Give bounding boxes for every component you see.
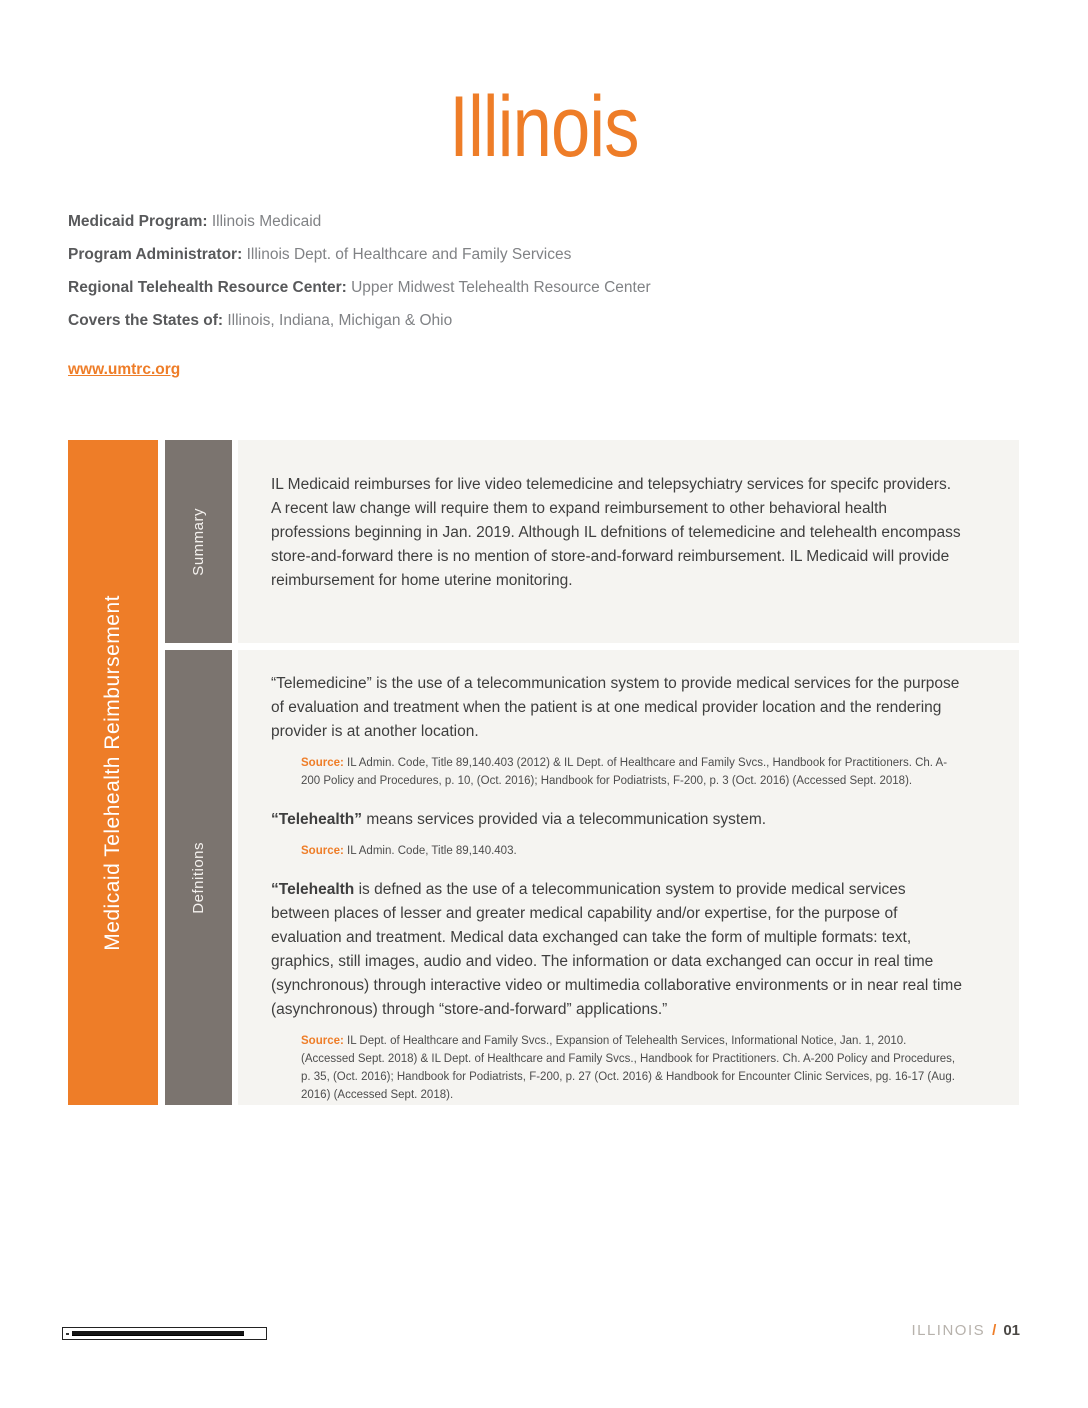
footnote-illegible-link[interactable] bbox=[72, 1331, 244, 1336]
source-text: IL Admin. Code, Title 89,140.403. bbox=[347, 845, 517, 857]
category-sidebar-label: Medicaid Telehealth Reimbursement bbox=[101, 594, 124, 951]
source-citation bbox=[301, 1032, 963, 1104]
source-label: Source: bbox=[301, 757, 344, 769]
source-label: Source: bbox=[301, 845, 344, 857]
footer-page-indicator bbox=[911, 1322, 1020, 1339]
definition-text bbox=[271, 672, 963, 744]
footnote-marker bbox=[66, 1333, 69, 1335]
info-row-medicaid-program bbox=[68, 212, 651, 231]
reimbursement-section bbox=[68, 440, 1019, 1105]
definitions-panel bbox=[238, 650, 1019, 1105]
definition-body: means services provided via a telecommunication system. bbox=[366, 811, 767, 828]
tab-summary[interactable] bbox=[165, 440, 232, 643]
footer-state-label: ILLINOIS bbox=[911, 1322, 986, 1339]
definition-body: is defned as the use of a telecommunication system to provide medical services between places of lesser and greater medical capability and/or expertise, for the purpose of evaluation and treatment. Medical data exchanged can take the form of multiple formats: text, graphics, still images, audio and video. The information or data exchanged can occur in real time (synchronous) through interactive video or multimedia collaborative environments or in near real time (asynchronous) through “store-and-forward” applications.” bbox=[271, 881, 962, 1018]
info-label: Covers the States of: bbox=[68, 312, 224, 329]
tab-summary-label: Summary bbox=[190, 507, 207, 576]
info-label: Medicaid Program: bbox=[68, 213, 208, 230]
info-label: Regional Telehealth Resource Center: bbox=[68, 279, 347, 296]
header-info bbox=[68, 212, 651, 379]
footnote-box bbox=[62, 1327, 267, 1340]
source-text: IL Dept. of Healthcare and Family Svcs., Expansion of Telehealth Services, Informational Notice, Jan. 1, 2010. (Accessed Sept. 2018) & IL Dept. of Healthcare and Family Svcs., Handbook for Practitioners. Ch. A-200 Policy and Procedures, p. 35, (Oct. 2016); Handbook for Podiatrists, F-200, p. 27 (Oct. 2016) & Handbook for Encounter Clinic Services, pg. 16-17 (Aug. 2016) (Accessed Sept. 2018). bbox=[301, 1035, 956, 1101]
footer-page-number: 01 bbox=[1003, 1322, 1020, 1339]
page-title: Illinois bbox=[449, 79, 639, 175]
definition-term: “Telehealth” bbox=[271, 811, 363, 828]
summary-text: IL Medicaid reimburses for live video telemedicine and telepsychiatry services for specifc providers. A recent law change will require them to expand reimbursement to other behavioral health professions beginning in Jan. 2019. Although IL defnitions of telemedicine and telehealth encompass store-and-forward there is no mention of store-and-forward reimbursement. IL Medicaid will provide reimbursement for home uterine monitoring. bbox=[271, 476, 961, 589]
category-sidebar bbox=[68, 440, 158, 1105]
umtrc-link[interactable]: www.umtrc.org bbox=[68, 361, 181, 378]
info-row-program-administrator bbox=[68, 245, 651, 264]
section-tabs bbox=[165, 440, 232, 1105]
definition-telehealth-1 bbox=[271, 808, 963, 860]
info-label: Program Administrator: bbox=[68, 246, 243, 263]
info-row-regional-trc bbox=[68, 278, 651, 297]
info-value: Illinois Medicaid bbox=[211, 213, 322, 230]
section-panels bbox=[238, 440, 1019, 1105]
source-citation bbox=[301, 754, 963, 790]
definition-term: “Telemedicine” bbox=[271, 675, 372, 692]
definition-term: “Telehealth bbox=[271, 881, 355, 898]
definition-body: is the use of a telecommunication system to provide medical services for the purpose of evaluation and treatment when the patient is at one medical provider location and the rendering provider is at another location. bbox=[271, 675, 960, 740]
source-label: Source: bbox=[301, 1035, 344, 1047]
info-value: Illinois, Indiana, Michigan & Ohio bbox=[227, 312, 453, 329]
tab-definitions[interactable] bbox=[165, 650, 232, 1105]
definition-telemedicine bbox=[271, 672, 963, 790]
source-citation bbox=[301, 842, 963, 860]
definition-telehealth-2 bbox=[271, 878, 963, 1104]
summary-panel bbox=[238, 440, 1019, 643]
info-row-covered-states bbox=[68, 311, 651, 330]
info-value: Illinois Dept. of Healthcare and Family Services bbox=[246, 246, 572, 263]
footer-separator: / bbox=[992, 1322, 997, 1339]
definition-text bbox=[271, 808, 963, 832]
info-value: Upper Midwest Telehealth Resource Center bbox=[351, 279, 651, 296]
tab-definitions-label: Defnitions bbox=[190, 841, 207, 914]
definition-text bbox=[271, 878, 963, 1022]
source-text: IL Admin. Code, Title 89,140.403 (2012) & IL Dept. of Healthcare and Family Svcs., Handbook for Practitioners. Ch. A-200 Policy and Procedures, p. 10, (Oct. 2016); Handbook for Podiatrists, F-200, p. 3 (Oct. 2016) (Accessed Sept. 2018). bbox=[301, 757, 948, 787]
